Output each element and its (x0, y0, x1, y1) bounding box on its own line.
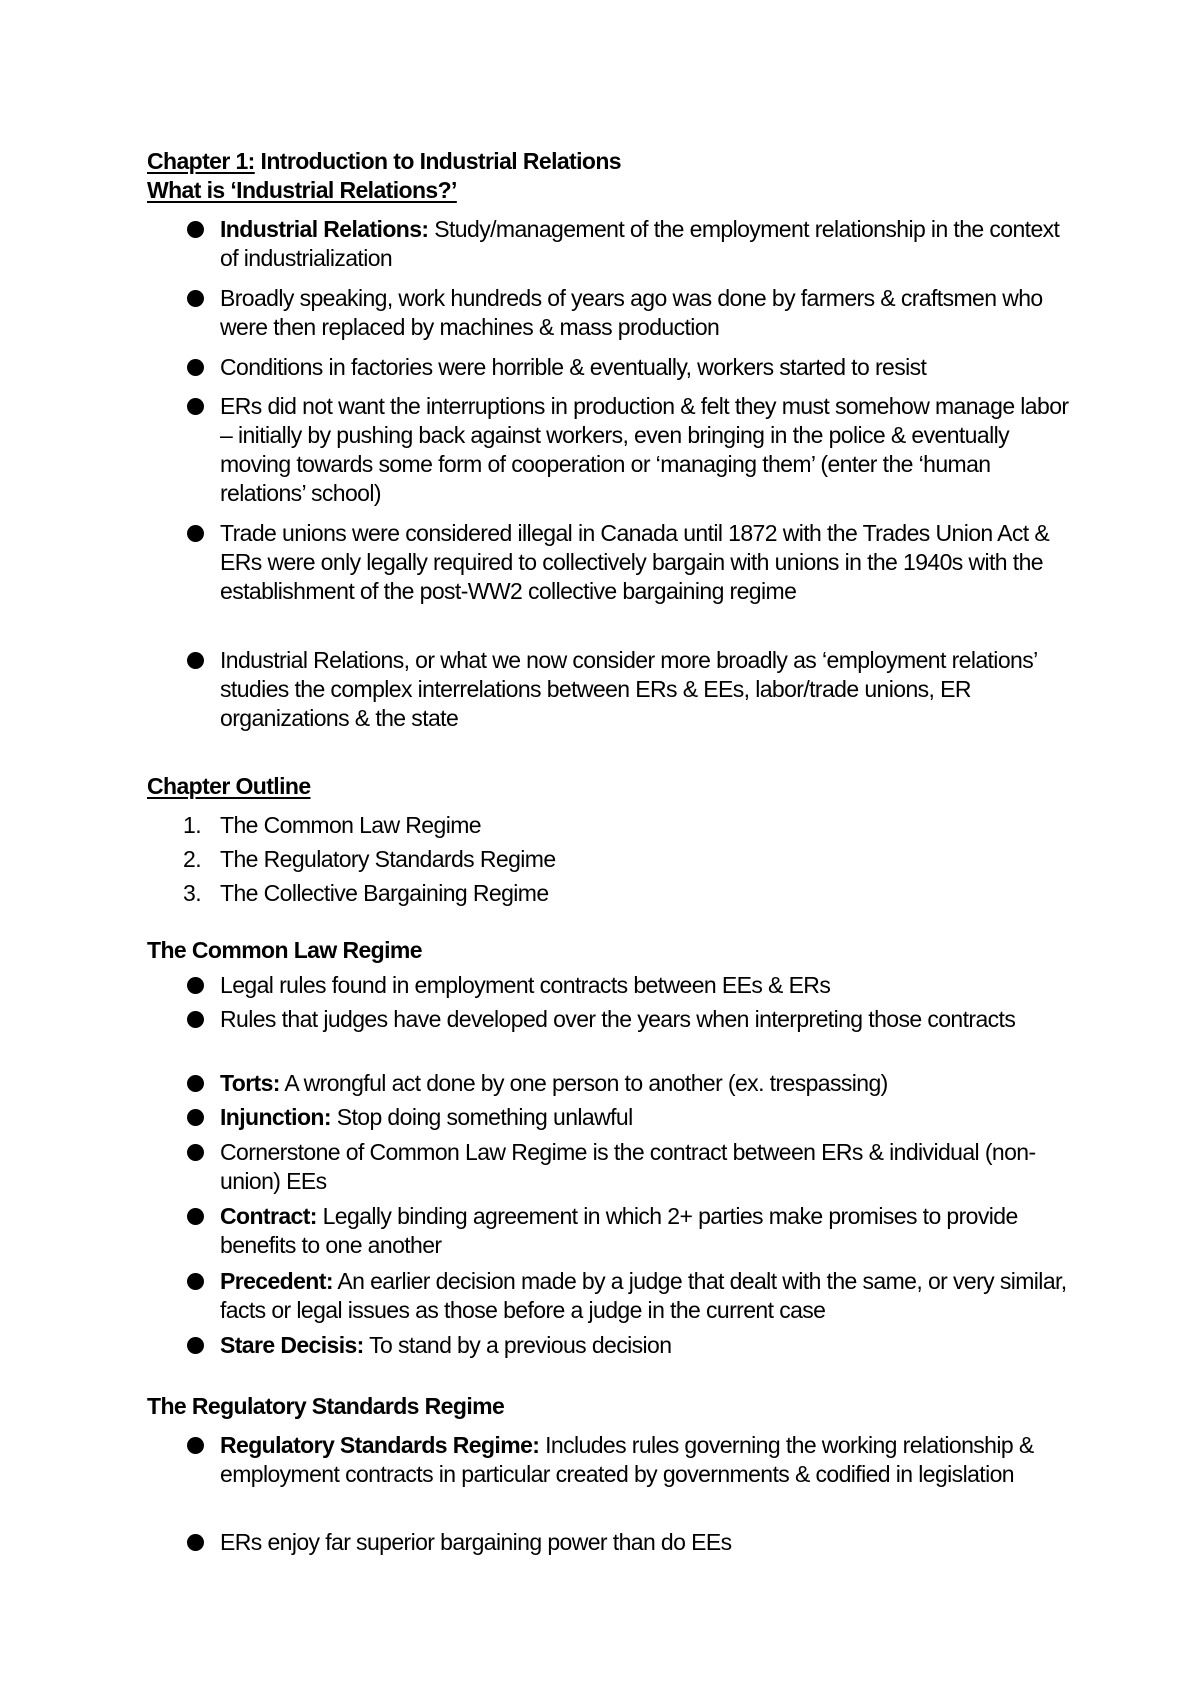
outline-text: The Regulatory Standards Regime (220, 846, 556, 872)
bullet-text: To stand by a previous decision (363, 1332, 672, 1358)
bullet-text: Conditions in factories were horrible & eventually, workers started to resist (220, 354, 927, 380)
list-item (220, 284, 1080, 342)
term: Industrial Relations: (220, 216, 429, 242)
chapter-label: Chapter 1: (147, 148, 255, 174)
bullet-text: An earlier decision made by a judge that dealt with the same, or very similar, facts or legal issues as those before a judge in the current case (220, 1268, 1067, 1323)
outline-heading: Chapter Outline (147, 773, 311, 799)
list-item (220, 1267, 1080, 1325)
regulatory-heading: The Regulatory Standards Regime (147, 1393, 505, 1419)
bullet-icon (187, 1273, 204, 1290)
outline-text: The Common Law Regime (220, 812, 481, 838)
term: Precedent: (220, 1268, 333, 1294)
bullet-icon (187, 1144, 204, 1161)
bullet-icon (187, 977, 204, 994)
term: Contract: (220, 1203, 317, 1229)
bullet-text: ERs enjoy far superior bargaining power than do EEs (220, 1529, 732, 1555)
bullet-text: Includes rules governing the working relationship & employment contracts in particular created by governments & codified in legislation (220, 1432, 1034, 1487)
bullet-icon (187, 1534, 204, 1551)
bullet-icon (187, 290, 204, 307)
bullet-text: Rules that judges have developed over the years when interpreting those contracts (220, 1006, 1016, 1032)
outline-number: 3. (183, 880, 201, 906)
bullet-icon (187, 398, 204, 415)
list-item (220, 519, 1080, 606)
outline-item (183, 879, 549, 908)
bullet-text: Stop doing something unlawful (330, 1104, 633, 1130)
bullet-text: Study/management of the employment relationship in the context of industrialization (220, 216, 1060, 271)
bullet-text: Legally binding agreement in which 2+ parties make promises to provide benefits to one another (220, 1203, 1018, 1258)
list-item (220, 353, 1080, 382)
bullet-icon (187, 525, 204, 542)
list-item (220, 1138, 1080, 1196)
list-item (220, 392, 1080, 508)
term: Torts: (220, 1070, 280, 1096)
what-is-heading: What is ‘Industrial Relations?’ (147, 177, 457, 203)
list-item (220, 1005, 1080, 1034)
bullet-icon (187, 652, 204, 669)
bullet-icon (187, 1011, 204, 1028)
bullet-icon (187, 359, 204, 376)
bullet-text: Industrial Relations, or what we now consider more broadly as ‘employment relations’ studies the complex interrelations between ERs & EEs, labor/trade unions, ER organizations & the state (220, 647, 1037, 731)
term: Injunction: (220, 1104, 331, 1130)
list-item (220, 1103, 1080, 1132)
bullet-icon (187, 1208, 204, 1225)
bullet-text: Cornerstone of Common Law Regime is the contract between ERs & individual (non-union) EEs (220, 1139, 1036, 1194)
bullet-text: Legal rules found in employment contracts between EEs & ERs (220, 972, 831, 998)
bullet-text: A wrongful act done by one person to another (ex. trespassing) (279, 1070, 888, 1096)
outline-text: The Collective Bargaining Regime (220, 880, 549, 906)
list-item (220, 215, 1080, 273)
bullet-icon (187, 1075, 204, 1092)
bullet-text: Broadly speaking, work hundreds of years ago was done by farmers & craftsmen who were then replaced by machines & mass production (220, 285, 1043, 340)
bullet-icon (187, 1109, 204, 1126)
outline-number: 2. (183, 846, 201, 872)
bullet-icon (187, 1437, 204, 1454)
bullet-text: ERs did not want the interruptions in production & felt they must somehow manage labor – initially by pushing back against workers, even bringing in the police & eventually moving towards some form of cooperation or ‘managing them’ (enter the ‘human relations’ school) (220, 393, 1069, 506)
list-item (220, 1528, 1080, 1557)
common-law-heading: The Common Law Regime (147, 937, 422, 963)
term: Stare Decisis: (220, 1332, 364, 1358)
list-item (220, 1331, 1080, 1360)
bullet-icon (187, 221, 204, 238)
outline-number: 1. (183, 812, 201, 838)
chapter-heading (147, 147, 621, 176)
list-item (220, 1202, 1080, 1260)
chapter-title: Introduction to Industrial Relations (254, 148, 621, 174)
list-item (220, 1431, 1080, 1489)
bullet-icon (187, 1337, 204, 1354)
bullet-text: Trade unions were considered illegal in Canada until 1872 with the Trades Union Act & ERs were only legally required to collectively bargain with unions in the 1940s with the establishment of the post-WW2 collective bargaining regime (220, 520, 1050, 604)
list-item (220, 971, 1080, 1000)
outline-item (183, 845, 556, 874)
outline-item (183, 811, 481, 840)
term: Regulatory Standards Regime: (220, 1432, 540, 1458)
list-item (220, 646, 1080, 733)
list-item (220, 1069, 1080, 1098)
